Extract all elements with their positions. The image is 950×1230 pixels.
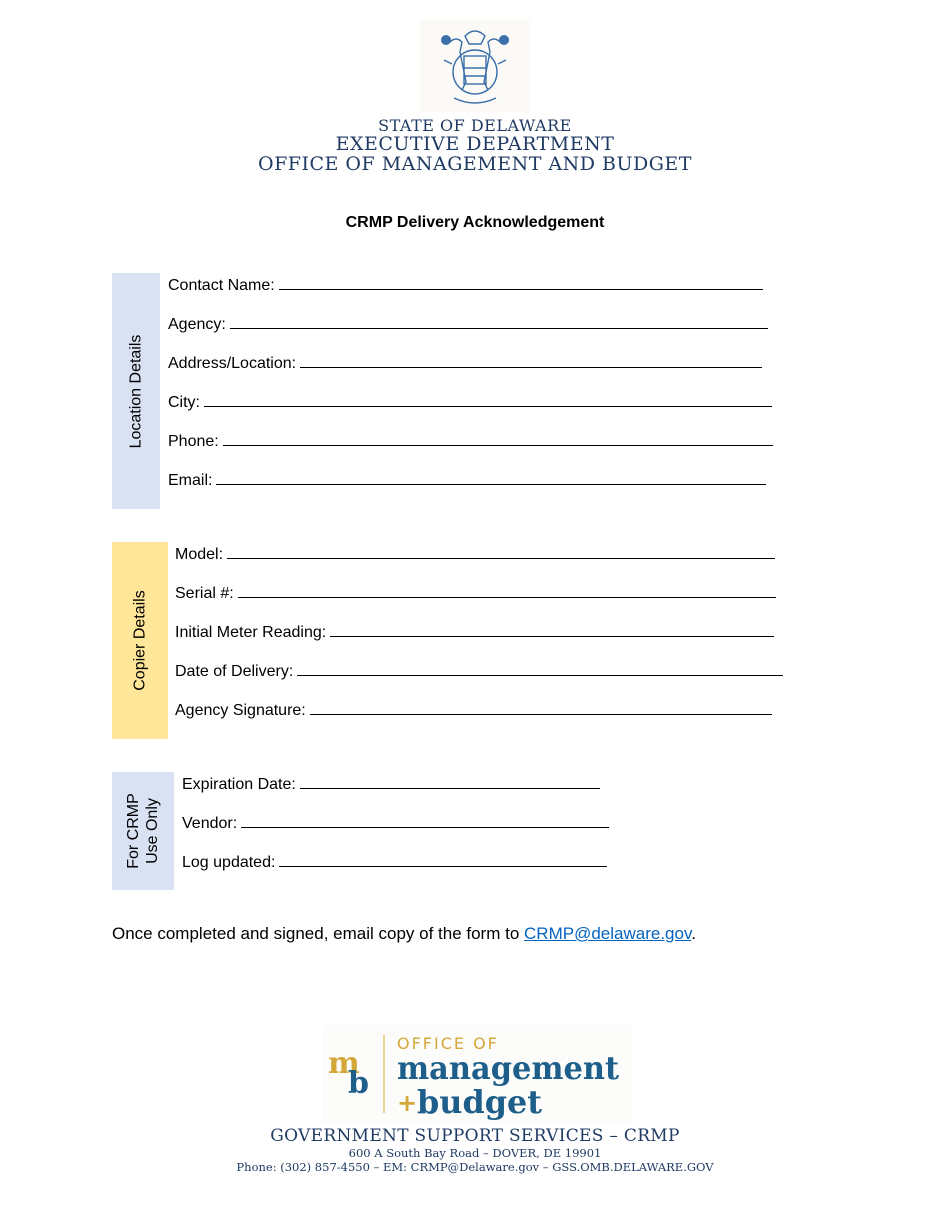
contact-name-field[interactable]: Contact Name: — [168, 274, 763, 295]
header-office: OFFICE OF MANAGEMENT AND BUDGET — [258, 153, 692, 175]
copier-details-label: Copier Details — [131, 590, 149, 691]
initial-meter-reading-field[interactable]: Initial Meter Reading: — [175, 621, 774, 642]
submission-note: Once completed and signed, email copy of the form to CRMP@delaware.gov. — [112, 924, 696, 943]
agency-field[interactable]: Agency: — [168, 313, 768, 334]
model-field[interactable]: Model: — [175, 543, 775, 564]
copier-details-section — [112, 542, 812, 739]
vendor-field[interactable]: Vendor: — [182, 812, 609, 833]
header-state: STATE OF DELAWARE — [378, 116, 572, 135]
footer-title: GOVERNMENT SUPPORT SERVICES – CRMP — [270, 1126, 680, 1146]
logo-budget: budget — [417, 1083, 543, 1121]
phone-field[interactable]: Phone: — [168, 430, 773, 451]
crmp-email-link[interactable]: CRMP@delaware.gov — [524, 924, 692, 943]
header-department: EXECUTIVE DEPARTMENT — [335, 133, 615, 155]
logo-management: management — [397, 1049, 620, 1087]
city-field[interactable]: City: — [168, 391, 772, 412]
footer-contact: Phone: (302) 857-4550 – EM: CRMP@Delaware.gov – GSS.OMB.DELAWARE.GOV — [236, 1160, 714, 1174]
omb-logo — [322, 1025, 632, 1125]
location-details-section — [112, 273, 812, 509]
logo-office-of: OFFICE OF — [397, 1034, 499, 1053]
serial-field[interactable]: Serial #: — [175, 582, 776, 603]
log-updated-field[interactable]: Log updated: — [182, 851, 607, 872]
date-of-delivery-field[interactable]: Date of Delivery: — [175, 660, 783, 681]
location-details-label: Location Details — [127, 334, 145, 448]
expiration-date-field[interactable]: Expiration Date: — [182, 773, 600, 794]
location-details-tab — [112, 273, 160, 509]
address-location-field[interactable]: Address/Location: — [168, 352, 762, 373]
logo-mark-b: b — [348, 1066, 369, 1101]
crmp-use-only-label: For CRMP Use Only — [125, 793, 161, 869]
email-field[interactable]: Email: — [168, 469, 766, 490]
footer-address: 600 A South Bay Road – DOVER, DE 19901 — [348, 1146, 602, 1160]
crmp-use-only-section — [112, 772, 632, 890]
state-seal-icon — [420, 20, 530, 112]
agency-signature-field[interactable]: Agency Signature: — [175, 699, 772, 720]
copier-details-tab — [112, 542, 168, 739]
logo-mark-m: m — [328, 1046, 360, 1081]
logo-plus: + — [397, 1089, 418, 1117]
form-title: CRMP Delivery Acknowledgement — [345, 214, 605, 231]
crmp-use-only-tab — [112, 772, 174, 890]
